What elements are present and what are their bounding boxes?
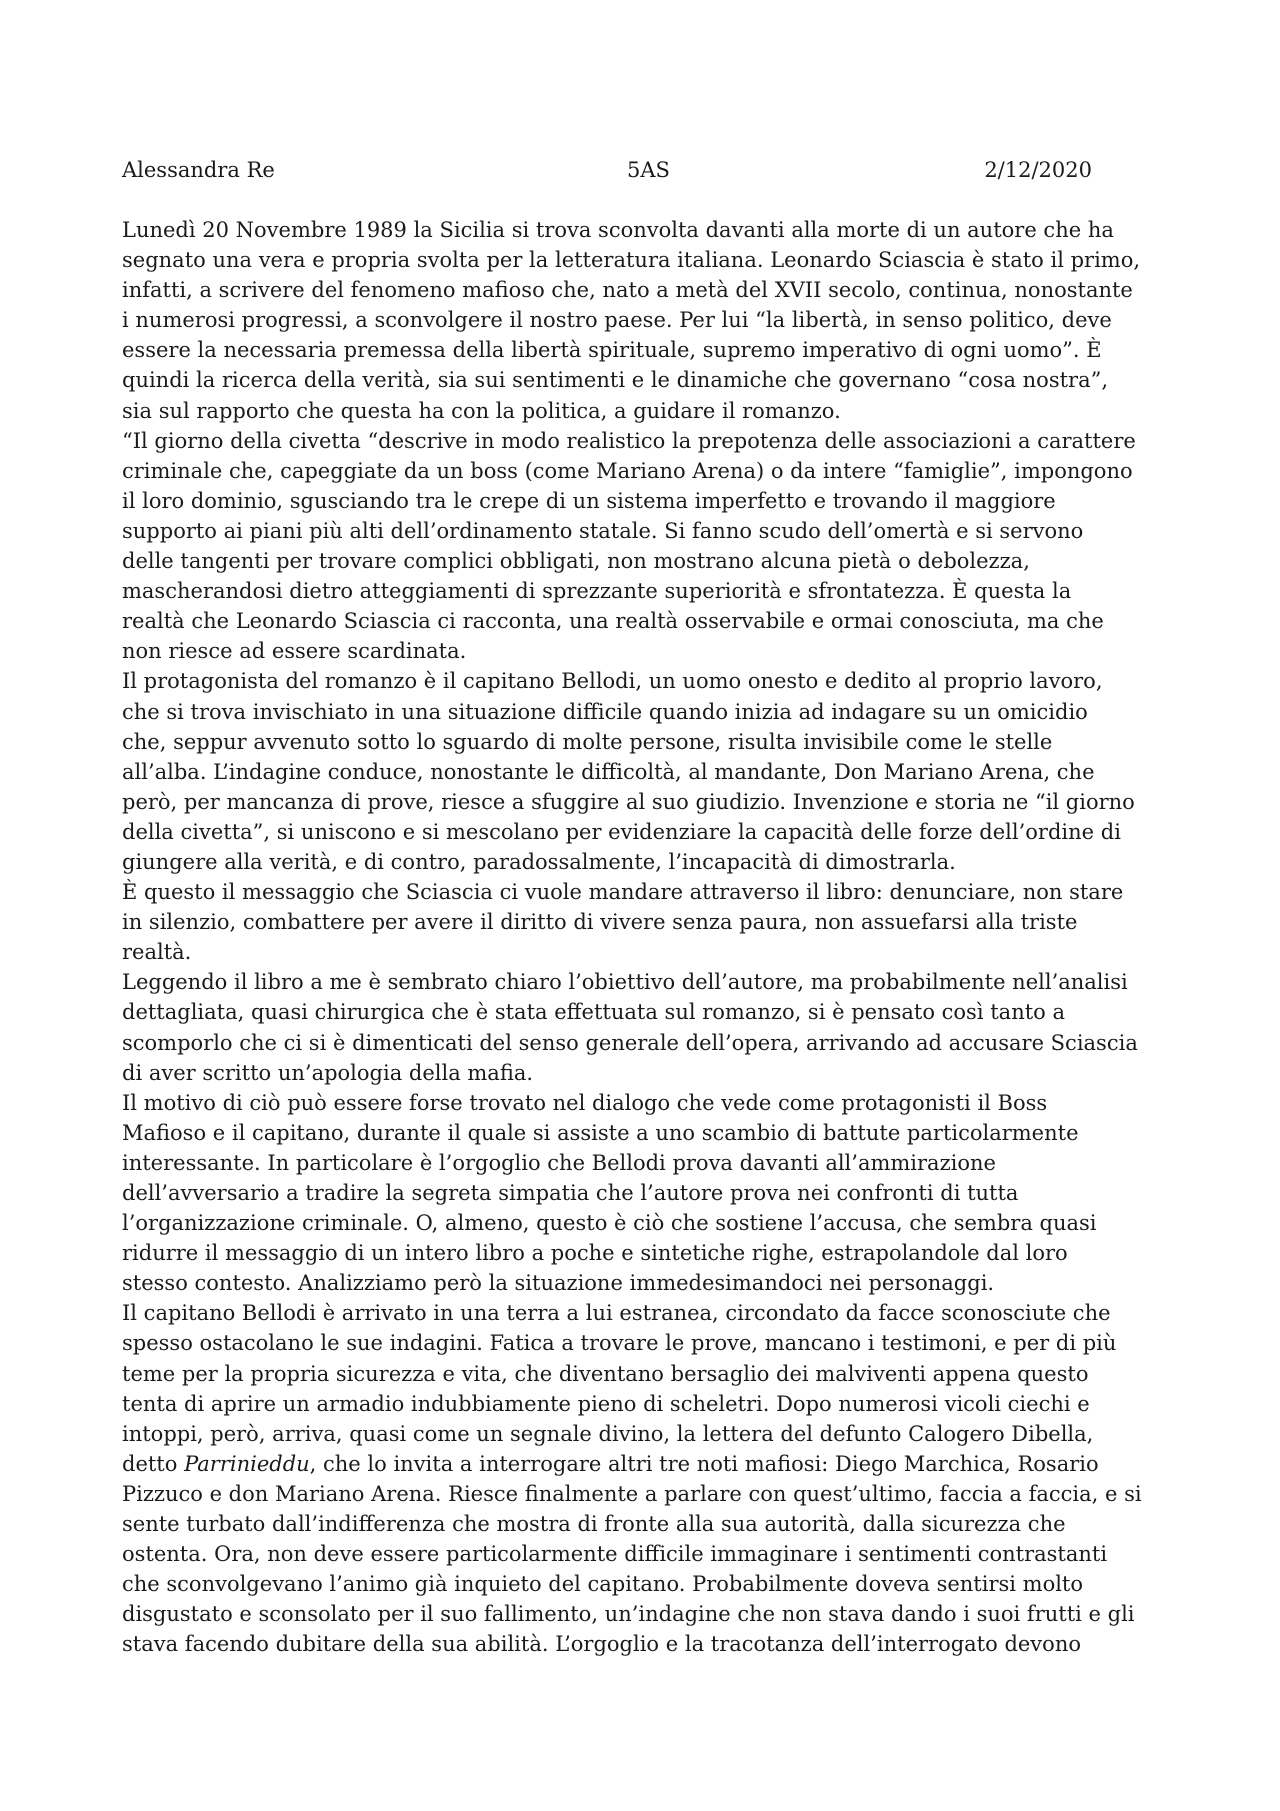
text-line: giungere alla verità, e di contro, paradossalmente, l’incapacità di dimostrarla.: [122, 849, 956, 874]
text-line: intoppi, però, arriva, quasi come un segnale divino, la lettera del defunto Calogero Dibella,: [122, 1421, 1094, 1446]
text-line: in silenzio, combattere per avere il diritto di vivere senza paura, non assuefarsi alla triste: [122, 910, 1078, 935]
text-line: segnato una vera e propria svolta per la letteratura italiana. Leonardo Sciascia è stato il primo,: [122, 248, 1141, 273]
paragraph: [122, 877, 1182, 967]
text-line: tenta di aprire un armadio indubbiamente pieno di scheletri. Dopo numerosi vicoli ciechi e: [122, 1391, 1090, 1416]
text-line: sente turbato dall’indifferenza che mostra di fronte alla sua autorità, dalla sicurezza che: [122, 1512, 1066, 1537]
paragraph: [122, 1298, 1182, 1659]
text-line: mascherandosi dietro atteggiamenti di sprezzante superiorità e sfrontatezza. È questa la: [122, 579, 1072, 604]
author-name: Alessandra Re: [122, 158, 275, 182]
document-date: 2/12/2020: [984, 158, 1092, 182]
text-line: teme per la propria sicurezza e vita, che diventano bersaglio dei malviventi appena questo: [122, 1361, 1089, 1386]
paragraph: [122, 967, 1182, 1087]
text-line: ostenta. Ora, non deve essere particolarmente difficile immaginare i sentimenti contrastanti: [122, 1542, 1108, 1567]
paragraph: [122, 426, 1182, 667]
text-line: scomporlo che ci si è dimenticati del senso generale dell’opera, arrivando ad accusare Sciascia: [122, 1030, 1138, 1055]
text-line: [122, 1449, 1182, 1479]
text-line: essere la necessaria premessa della libertà spirituale, supremo imperativo di ogni uomo”. È: [122, 338, 1102, 363]
text-line: realtà.: [122, 940, 192, 965]
text-line: l’organizzazione criminale. O, almeno, questo è ciò che sostiene l’accusa, che sembra quasi: [122, 1211, 1097, 1236]
text-line: quindi la ricerca della verità, sia sui sentimenti e le dinamiche che governano “cosa nostra”,: [122, 368, 1109, 393]
text-line: “Il giorno della civetta “descrive in modo realistico la prepotenza delle associazioni a carattere: [122, 428, 1136, 453]
text-line: dell’avversario a tradire la segreta simpatia che l’autore prova nei confronti di tutta: [122, 1181, 1019, 1205]
italic-nickname: Parrinieddu: [184, 1451, 310, 1476]
paragraph: [122, 666, 1182, 877]
text-line: disgustato e sconsolato per il suo fallimento, un’indagine che non stava dando i suoi frutti e gli: [122, 1602, 1135, 1627]
text-line: che si trova invischiato in una situazione difficile quando inizia ad indagare su un omicidio: [122, 699, 1088, 724]
text-line: che, seppur avvenuto sotto lo sguardo di molte persone, risulta invisibile come le stelle: [122, 729, 1053, 754]
paragraph: [122, 215, 1182, 426]
text-segment: detto: [122, 1451, 185, 1476]
text-line: infatti, a scrivere del fenomeno mafioso che, nato a metà del XVII secolo, continua, nonostante: [122, 278, 1133, 303]
text-line: È questo il messaggio che Sciascia ci vuole mandare attraverso il libro: denunciare, non stare: [122, 880, 1124, 905]
text-line: della civetta”, si uniscono e si mescolano per evidenziare la capacità delle forze dell’ordine di: [122, 819, 1121, 844]
text-line: interessante. In particolare è l’orgoglio che Bellodi prova davanti all’ammirazione: [122, 1150, 996, 1175]
text-line: criminale che, capeggiate da un boss (come Mariano Arena) o da intere “famiglie”, impongono: [122, 458, 1133, 483]
text-line: stava facendo dubitare della sua abilità. L’orgoglio e la tracotanza dell’interrogato devono: [122, 1632, 1081, 1657]
text-line: dettagliata, quasi chirurgica che è stata effettuata sul romanzo, si è pensato così tanto a: [122, 1000, 1065, 1025]
text-line: realtà che Leonardo Sciascia ci racconta, una realtà osservabile e ormai conosciuta, ma che: [122, 609, 1104, 634]
text-line: stesso contesto. Analizziamo però la situazione immedesimandoci nei personaggi.: [122, 1271, 995, 1296]
text-line: delle tangenti per trovare complici obbligati, non mostrano alcuna pietà o debolezza,: [122, 549, 1030, 574]
text-line: ridurre il messaggio di un intero libro a poche e sintetiche righe, estrapolandole dal loro: [122, 1241, 1068, 1266]
text-line: spesso ostacolano le sue indagini. Fatica a trovare le prove, mancano i testimoni, e per di più: [122, 1331, 1117, 1356]
text-line: Mafioso e il capitano, durante il quale si assiste a uno scambio di battute particolarmente: [122, 1120, 1079, 1145]
text-line: il loro dominio, sgusciando tra le crepe di un sistema imperfetto e trovando il maggiore: [122, 488, 1056, 513]
text-line: Leggendo il libro a me è sembrato chiaro l’obiettivo dell’autore, ma probabilmente nell’analisi: [122, 970, 1128, 995]
text-line: che sconvolgevano l’animo già inquieto del capitano. Probabilmente doveva sentirsi molto: [122, 1572, 1084, 1597]
text-line: Il motivo di ciò può essere forse trovato nel dialogo che vede come protagonisti il Boss: [122, 1090, 1048, 1115]
text-line: supporto ai piani più alti dell’ordinamento statale. Si fanno scudo dell’omertà e si servono: [122, 518, 1084, 543]
text-line: all’alba. L’indagine conduce, nonostante le difficoltà, al mandante, Don Mariano Arena, che: [122, 759, 1095, 784]
class-name: 5AS: [627, 158, 670, 182]
text-line: Il protagonista del romanzo è il capitano Bellodi, un uomo onesto e dedito al proprio lavoro,: [122, 669, 1103, 694]
essay-body: [122, 215, 1182, 1660]
text-line: Il capitano Bellodi è arrivato in una terra a lui estranea, circondato da facce sconosciute che: [122, 1301, 1111, 1326]
paragraph: [122, 1088, 1182, 1299]
text-line: non riesce ad essere scardinata.: [122, 639, 467, 664]
document-header: [122, 155, 1092, 185]
text-line: però, per mancanza di prove, riesce a sfuggire al suo giudizio. Invenzione e storia ne “il giorno: [122, 789, 1135, 814]
text-line: i numerosi progressi, a sconvolgere il nostro paese. Per lui “la libertà, in senso politico, deve: [122, 308, 1112, 333]
text-segment: , che lo invita a interrogare altri tre noti mafiosi: Diego Marchica, Rosario: [309, 1451, 1099, 1476]
text-line: di aver scritto un’apologia della mafia.: [122, 1060, 534, 1085]
text-line: Pizzuco e don Mariano Arena. Riesce finalmente a parlare con quest’ultimo, faccia a faccia, e si: [122, 1481, 1142, 1506]
text-line: Lunedì 20 Novembre 1989 la Sicilia si trova sconvolta davanti alla morte di un autore che ha: [122, 218, 1114, 242]
text-line: sia sul rapporto che questa ha con la politica, a guidare il romanzo.: [122, 398, 841, 423]
